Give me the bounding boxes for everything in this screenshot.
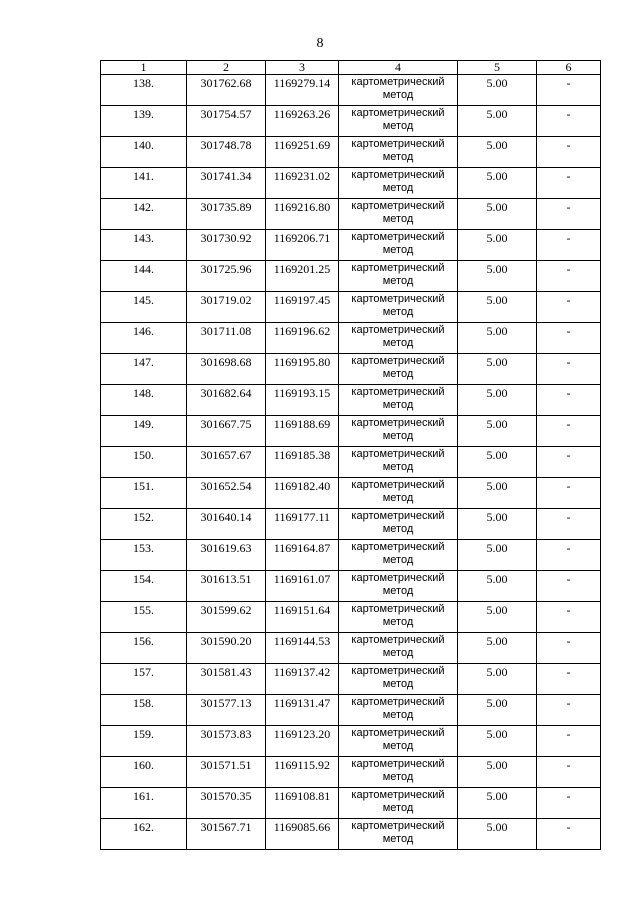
x-coordinate-cell: 301570.35 bbox=[187, 788, 266, 819]
note-cell: - bbox=[537, 478, 601, 509]
y-coordinate-cell: 1169197.45 bbox=[266, 292, 339, 323]
page-number: 8 bbox=[316, 36, 324, 51]
x-coordinate-cell: 301730.92 bbox=[187, 230, 266, 261]
column-header: 2 bbox=[187, 61, 266, 75]
y-coordinate-cell: 1169161.07 bbox=[266, 571, 339, 602]
method-cell: картометрический метод bbox=[339, 819, 458, 850]
table-row bbox=[101, 478, 601, 509]
table-row bbox=[101, 540, 601, 571]
y-coordinate-cell: 1169263.26 bbox=[266, 106, 339, 137]
accuracy-cell: 5.00 bbox=[458, 571, 537, 602]
method-cell: картометрический метод bbox=[339, 323, 458, 354]
y-coordinate-cell: 1169251.69 bbox=[266, 137, 339, 168]
accuracy-cell: 5.00 bbox=[458, 292, 537, 323]
note-cell: - bbox=[537, 633, 601, 664]
column-header: 1 bbox=[101, 61, 187, 75]
x-coordinate-cell: 301748.78 bbox=[187, 137, 266, 168]
x-coordinate-cell: 301571.51 bbox=[187, 757, 266, 788]
method-cell: картометрический метод bbox=[339, 695, 458, 726]
x-coordinate-cell: 301762.68 bbox=[187, 75, 266, 106]
point-number-cell: 149. bbox=[101, 416, 187, 447]
method-cell: картометрический метод bbox=[339, 354, 458, 385]
note-cell: - bbox=[537, 757, 601, 788]
method-cell: картометрический метод bbox=[339, 478, 458, 509]
y-coordinate-cell: 1169108.81 bbox=[266, 788, 339, 819]
table-header bbox=[101, 61, 601, 75]
column-header: 3 bbox=[266, 61, 339, 75]
note-cell: - bbox=[537, 323, 601, 354]
note-cell: - bbox=[537, 75, 601, 106]
point-number-cell: 158. bbox=[101, 695, 187, 726]
note-cell: - bbox=[537, 168, 601, 199]
x-coordinate-cell: 301613.51 bbox=[187, 571, 266, 602]
note-cell: - bbox=[537, 726, 601, 757]
method-cell: картометрический метод bbox=[339, 106, 458, 137]
x-coordinate-cell: 301657.67 bbox=[187, 447, 266, 478]
point-number-cell: 146. bbox=[101, 323, 187, 354]
y-coordinate-cell: 1169131.47 bbox=[266, 695, 339, 726]
y-coordinate-cell: 1169164.87 bbox=[266, 540, 339, 571]
point-number-cell: 138. bbox=[101, 75, 187, 106]
accuracy-cell: 5.00 bbox=[458, 788, 537, 819]
method-cell: картометрический метод bbox=[339, 509, 458, 540]
point-number-cell: 159. bbox=[101, 726, 187, 757]
point-number-cell: 153. bbox=[101, 540, 187, 571]
y-coordinate-cell: 1169144.53 bbox=[266, 633, 339, 664]
x-coordinate-cell: 301581.43 bbox=[187, 664, 266, 695]
x-coordinate-cell: 301652.54 bbox=[187, 478, 266, 509]
accuracy-cell: 5.00 bbox=[458, 385, 537, 416]
method-cell: картометрический метод bbox=[339, 664, 458, 695]
accuracy-cell: 5.00 bbox=[458, 106, 537, 137]
accuracy-cell: 5.00 bbox=[458, 540, 537, 571]
point-number-cell: 142. bbox=[101, 199, 187, 230]
method-cell: картометрический метод bbox=[339, 571, 458, 602]
note-cell: - bbox=[537, 292, 601, 323]
note-cell: - bbox=[537, 416, 601, 447]
y-coordinate-cell: 1169085.66 bbox=[266, 819, 339, 850]
y-coordinate-cell: 1169123.20 bbox=[266, 726, 339, 757]
table-row bbox=[101, 726, 601, 757]
x-coordinate-cell: 301725.96 bbox=[187, 261, 266, 292]
accuracy-cell: 5.00 bbox=[458, 168, 537, 199]
table-row bbox=[101, 788, 601, 819]
accuracy-cell: 5.00 bbox=[458, 633, 537, 664]
point-number-cell: 141. bbox=[101, 168, 187, 199]
x-coordinate-cell: 301619.63 bbox=[187, 540, 266, 571]
column-header: 4 bbox=[339, 61, 458, 75]
note-cell: - bbox=[537, 447, 601, 478]
y-coordinate-cell: 1169193.15 bbox=[266, 385, 339, 416]
y-coordinate-cell: 1169182.40 bbox=[266, 478, 339, 509]
table-row bbox=[101, 571, 601, 602]
note-cell: - bbox=[537, 571, 601, 602]
point-number-cell: 150. bbox=[101, 447, 187, 478]
accuracy-cell: 5.00 bbox=[458, 664, 537, 695]
accuracy-cell: 5.00 bbox=[458, 509, 537, 540]
column-header: 6 bbox=[537, 61, 601, 75]
x-coordinate-cell: 301719.02 bbox=[187, 292, 266, 323]
accuracy-cell: 5.00 bbox=[458, 261, 537, 292]
table-row bbox=[101, 385, 601, 416]
y-coordinate-cell: 1169231.02 bbox=[266, 168, 339, 199]
point-number-cell: 144. bbox=[101, 261, 187, 292]
table-row bbox=[101, 757, 601, 788]
x-coordinate-cell: 301590.20 bbox=[187, 633, 266, 664]
coordinates-table bbox=[100, 60, 601, 850]
point-number-cell: 155. bbox=[101, 602, 187, 633]
table-row bbox=[101, 447, 601, 478]
y-coordinate-cell: 1169216.80 bbox=[266, 199, 339, 230]
x-coordinate-cell: 301577.13 bbox=[187, 695, 266, 726]
point-number-cell: 143. bbox=[101, 230, 187, 261]
point-number-cell: 154. bbox=[101, 571, 187, 602]
x-coordinate-cell: 301682.64 bbox=[187, 385, 266, 416]
y-coordinate-cell: 1169196.62 bbox=[266, 323, 339, 354]
y-coordinate-cell: 1169201.25 bbox=[266, 261, 339, 292]
accuracy-cell: 5.00 bbox=[458, 819, 537, 850]
point-number-cell: 145. bbox=[101, 292, 187, 323]
table-body bbox=[101, 75, 601, 850]
note-cell: - bbox=[537, 788, 601, 819]
x-coordinate-cell: 301599.62 bbox=[187, 602, 266, 633]
table-row bbox=[101, 230, 601, 261]
point-number-cell: 157. bbox=[101, 664, 187, 695]
method-cell: картометрический метод bbox=[339, 230, 458, 261]
table-row bbox=[101, 509, 601, 540]
method-cell: картометрический метод bbox=[339, 416, 458, 447]
column-header: 5 bbox=[458, 61, 537, 75]
table-row bbox=[101, 106, 601, 137]
x-coordinate-cell: 301667.75 bbox=[187, 416, 266, 447]
note-cell: - bbox=[537, 385, 601, 416]
header-row bbox=[101, 61, 601, 75]
accuracy-cell: 5.00 bbox=[458, 137, 537, 168]
point-number-cell: 152. bbox=[101, 509, 187, 540]
note-cell: - bbox=[537, 602, 601, 633]
x-coordinate-cell: 301735.89 bbox=[187, 199, 266, 230]
method-cell: картометрический метод bbox=[339, 292, 458, 323]
note-cell: - bbox=[537, 540, 601, 571]
table-row bbox=[101, 819, 601, 850]
accuracy-cell: 5.00 bbox=[458, 602, 537, 633]
x-coordinate-cell: 301573.83 bbox=[187, 726, 266, 757]
method-cell: картометрический метод bbox=[339, 168, 458, 199]
table-row bbox=[101, 137, 601, 168]
point-number-cell: 140. bbox=[101, 137, 187, 168]
table-row bbox=[101, 354, 601, 385]
method-cell: картометрический метод bbox=[339, 633, 458, 664]
x-coordinate-cell: 301640.14 bbox=[187, 509, 266, 540]
note-cell: - bbox=[537, 354, 601, 385]
method-cell: картометрический метод bbox=[339, 726, 458, 757]
x-coordinate-cell: 301711.08 bbox=[187, 323, 266, 354]
point-number-cell: 156. bbox=[101, 633, 187, 664]
point-number-cell: 160. bbox=[101, 757, 187, 788]
x-coordinate-cell: 301741.34 bbox=[187, 168, 266, 199]
method-cell: картометрический метод bbox=[339, 757, 458, 788]
accuracy-cell: 5.00 bbox=[458, 695, 537, 726]
accuracy-cell: 5.00 bbox=[458, 726, 537, 757]
method-cell: картометрический метод bbox=[339, 788, 458, 819]
table-row bbox=[101, 199, 601, 230]
note-cell: - bbox=[537, 819, 601, 850]
table-row bbox=[101, 416, 601, 447]
accuracy-cell: 5.00 bbox=[458, 478, 537, 509]
y-coordinate-cell: 1169115.92 bbox=[266, 757, 339, 788]
accuracy-cell: 5.00 bbox=[458, 230, 537, 261]
table-row bbox=[101, 695, 601, 726]
point-number-cell: 161. bbox=[101, 788, 187, 819]
point-number-cell: 162. bbox=[101, 819, 187, 850]
x-coordinate-cell: 301567.71 bbox=[187, 819, 266, 850]
table-row bbox=[101, 261, 601, 292]
y-coordinate-cell: 1169177.11 bbox=[266, 509, 339, 540]
x-coordinate-cell: 301698.68 bbox=[187, 354, 266, 385]
accuracy-cell: 5.00 bbox=[458, 354, 537, 385]
note-cell: - bbox=[537, 261, 601, 292]
note-cell: - bbox=[537, 695, 601, 726]
y-coordinate-cell: 1169206.71 bbox=[266, 230, 339, 261]
accuracy-cell: 5.00 bbox=[458, 199, 537, 230]
note-cell: - bbox=[537, 199, 601, 230]
y-coordinate-cell: 1169151.64 bbox=[266, 602, 339, 633]
method-cell: картометрический метод bbox=[339, 75, 458, 106]
table-row bbox=[101, 292, 601, 323]
y-coordinate-cell: 1169188.69 bbox=[266, 416, 339, 447]
y-coordinate-cell: 1169185.38 bbox=[266, 447, 339, 478]
table-row bbox=[101, 75, 601, 106]
x-coordinate-cell: 301754.57 bbox=[187, 106, 266, 137]
note-cell: - bbox=[537, 230, 601, 261]
y-coordinate-cell: 1169279.14 bbox=[266, 75, 339, 106]
method-cell: картометрический метод bbox=[339, 447, 458, 478]
table-row bbox=[101, 664, 601, 695]
accuracy-cell: 5.00 bbox=[458, 75, 537, 106]
point-number-cell: 147. bbox=[101, 354, 187, 385]
accuracy-cell: 5.00 bbox=[458, 447, 537, 478]
point-number-cell: 148. bbox=[101, 385, 187, 416]
note-cell: - bbox=[537, 664, 601, 695]
accuracy-cell: 5.00 bbox=[458, 416, 537, 447]
method-cell: картометрический метод bbox=[339, 602, 458, 633]
method-cell: картометрический метод bbox=[339, 385, 458, 416]
table-row bbox=[101, 602, 601, 633]
method-cell: картометрический метод bbox=[339, 261, 458, 292]
point-number-cell: 139. bbox=[101, 106, 187, 137]
y-coordinate-cell: 1169137.42 bbox=[266, 664, 339, 695]
y-coordinate-cell: 1169195.80 bbox=[266, 354, 339, 385]
note-cell: - bbox=[537, 137, 601, 168]
table-row bbox=[101, 633, 601, 664]
method-cell: картометрический метод bbox=[339, 540, 458, 571]
table-row bbox=[101, 168, 601, 199]
accuracy-cell: 5.00 bbox=[458, 757, 537, 788]
table-row bbox=[101, 323, 601, 354]
point-number-cell: 151. bbox=[101, 478, 187, 509]
method-cell: картометрический метод bbox=[339, 137, 458, 168]
method-cell: картометрический метод bbox=[339, 199, 458, 230]
accuracy-cell: 5.00 bbox=[458, 323, 537, 354]
note-cell: - bbox=[537, 509, 601, 540]
note-cell: - bbox=[537, 106, 601, 137]
